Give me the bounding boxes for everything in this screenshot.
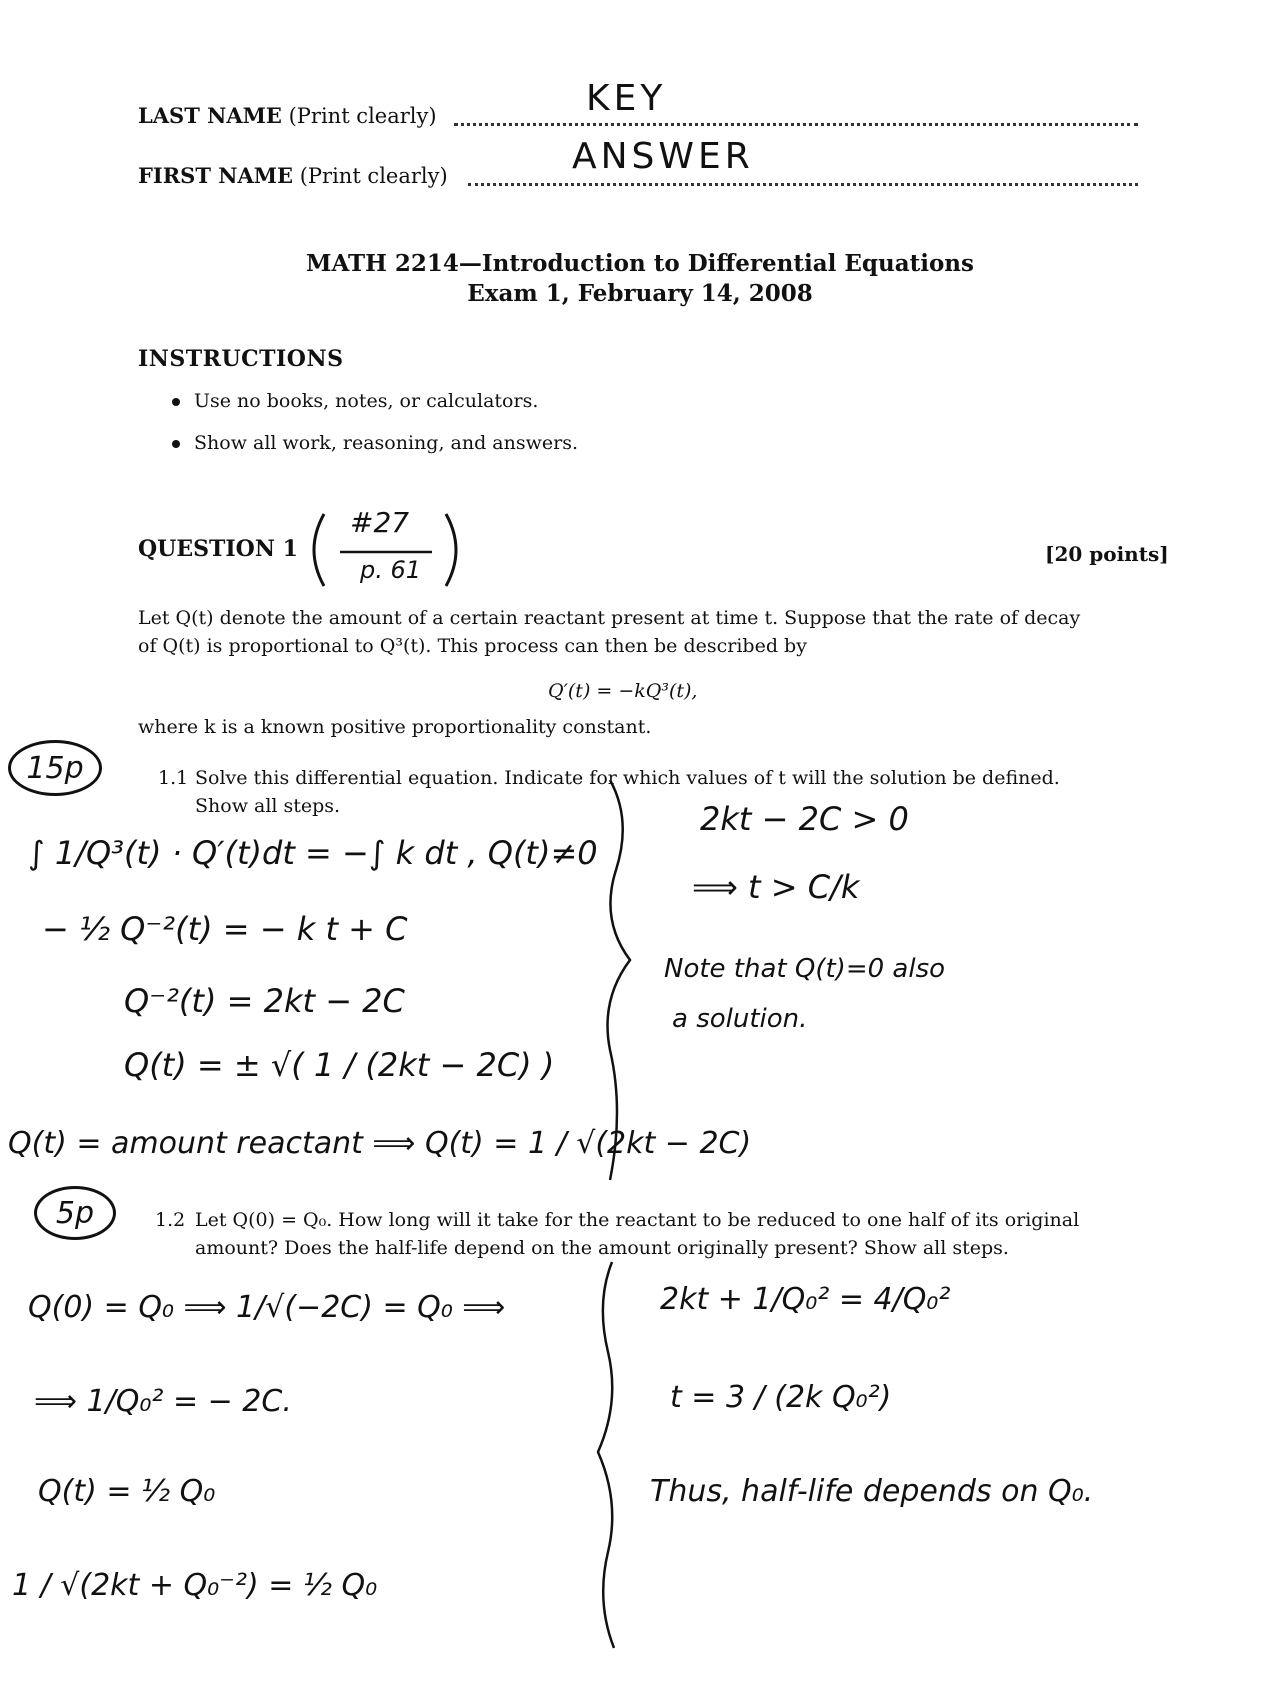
curly-brace-separator [590,1262,650,1648]
work-line-final: Q(t) = amount reactant ⟹ Q(t) = 1 / √(2kt − 2C) [8,1126,752,1161]
question-1-points: [20 points] [1045,542,1169,566]
curly-brace-separator [580,780,660,1180]
work-line: ∫ 1/Q³(t) · Q′(t)dt = −∫ k dt , Q(t)≠0 [28,834,598,872]
side-work-line: 2kt + 1/Q₀² = 4/Q₀² [660,1282,951,1317]
reference-page: p. 61 [360,556,422,584]
question-1-intro: Let Q(t) denote the amount of a certain reactant present at time t. Suppose that the rate of decay of Q(t) is proportional to Q³(t). This process can then be described by [138,607,1081,657]
course-title: MATH 2214—Introduction to Differential Equations [306,250,974,277]
part-1-2-prompt: Let Q(0) = Q₀. How long will it take for the reactant to be reduced to one half of its original amount? Does the half-life depend on the amount originally present? Show all steps. [195,1209,1080,1259]
reference-number: #27 [350,506,410,539]
exam-title: Exam 1, February 14, 2008 [467,280,813,307]
side-work-line: ⟹ t > C/k [692,868,860,906]
side-note-line: Note that Q(t)=0 also [664,954,946,984]
work-line: Q⁻²(t) = 2kt − 2C [124,982,405,1020]
last-name-field [138,78,1138,132]
part-1-1-prompt: Solve this differential equation. Indicate for which values of t will the solution be defined. Show all steps. [195,767,1060,817]
first-name-label: FIRST NAME (Print clearly) [138,163,448,188]
instruction-item: Use no books, notes, or calculators. [172,390,538,412]
score-badge-15p: 15p [8,740,102,796]
side-note-line: a solution. [672,1004,808,1034]
last-name-value: KEY [586,78,667,119]
ode-equation: Q′(t) = −kQ³(t), [548,680,698,702]
first-name-value: ANSWER [572,136,754,177]
instruction-item: Show all work, reasoning, and answers. [172,432,578,454]
last-name-label: LAST NAME (Print clearly) [138,103,437,128]
first-name-field [138,136,1138,192]
side-work-line: 2kt − 2C > 0 [700,800,909,838]
part-1-2-number: 1.2 [155,1209,186,1231]
work-line: Q(0) = Q₀ ⟹ 1/√(−2C) = Q₀ ⟹ [28,1290,506,1325]
side-work-line: t = 3 / (2k Q₀²) [670,1380,892,1415]
side-conclusion: Thus, half-life depends on Q₀. [650,1474,1094,1509]
work-line: 1 / √(2kt + Q₀⁻²) = ½ Q₀ [12,1568,378,1603]
first-name-dotted-line [468,183,1138,186]
last-name-dotted-line [454,123,1138,126]
instructions-heading: INSTRUCTIONS [138,346,344,372]
work-line: ⟹ 1/Q₀² = − 2C. [34,1384,292,1419]
work-line: − ½ Q⁻²(t) = − k t + C [42,910,408,948]
question-1-label: QUESTION 1 [138,536,298,562]
score-badge-5p: 5p [34,1186,116,1240]
work-line: Q(t) = ½ Q₀ [38,1474,216,1509]
work-line: Q(t) = ± √( 1 / (2kt − 2C) ) [124,1046,555,1084]
part-1-1-number: 1.1 [158,767,189,789]
question-1-where: where k is a known positive proportionality constant. [138,716,652,738]
